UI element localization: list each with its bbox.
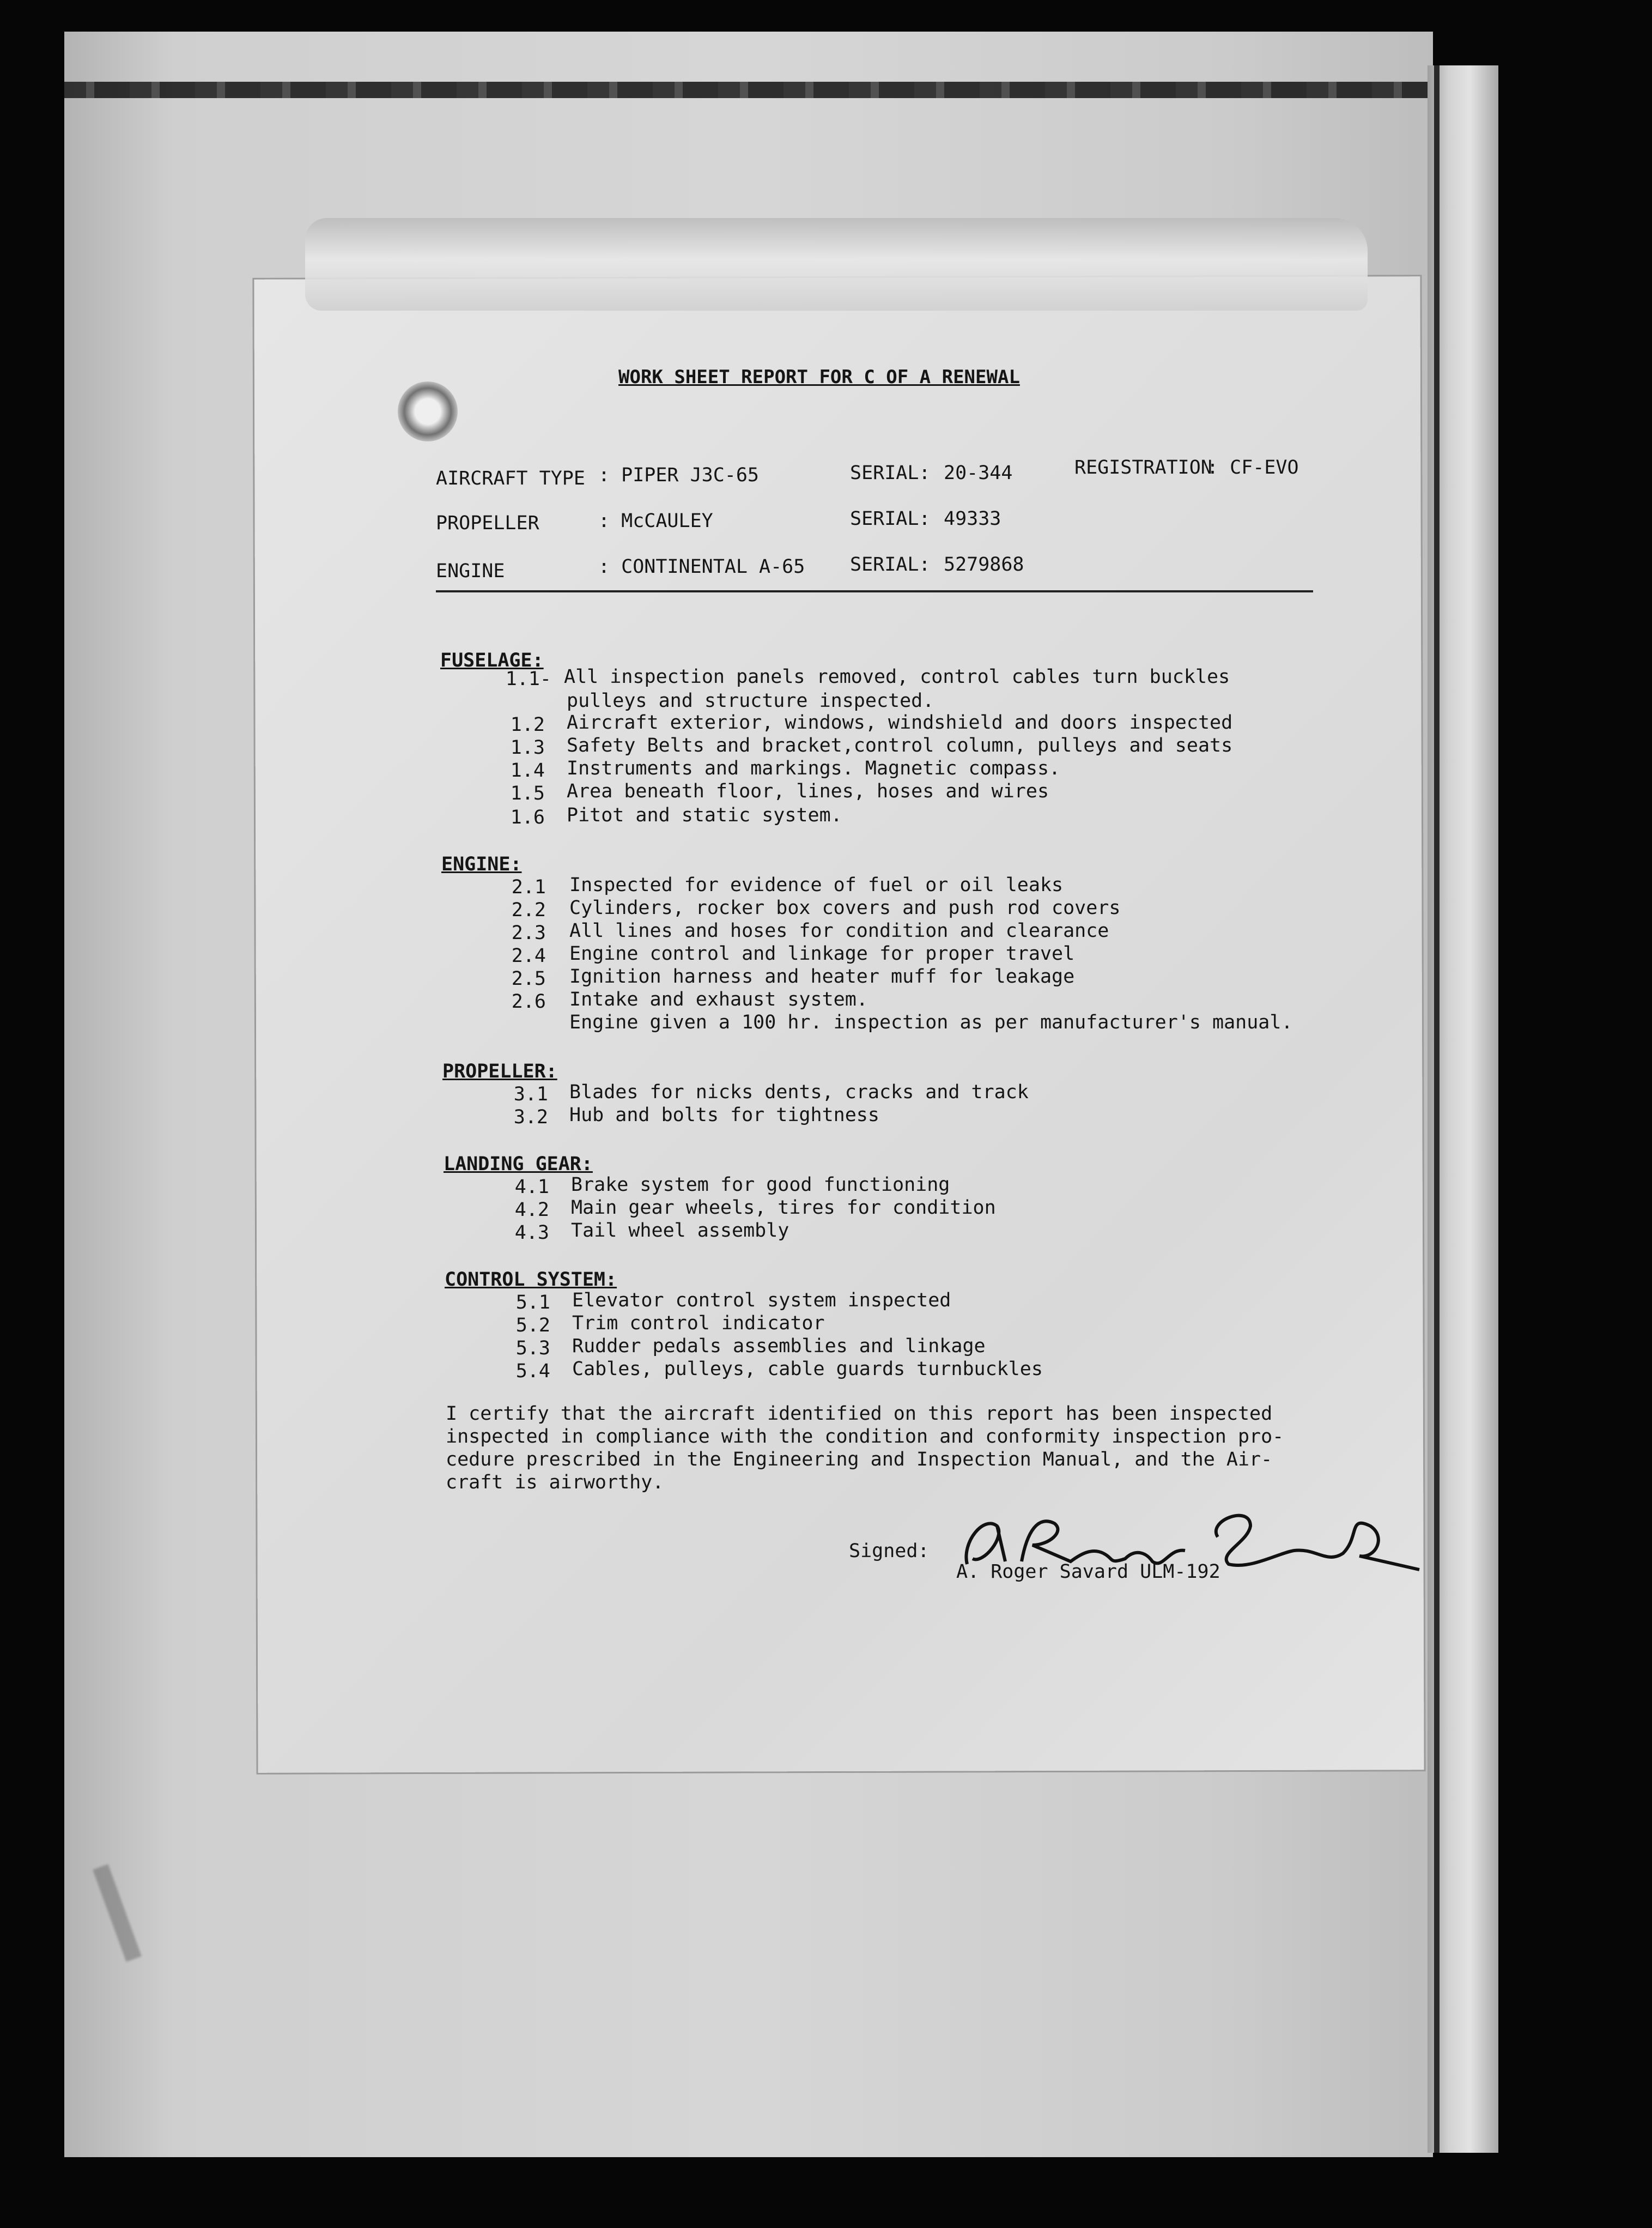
certification-line: craft is airworthy.	[446, 1472, 664, 1493]
propeller-serial-value: 49333	[944, 508, 1001, 530]
fuselage-item-num: 1.1-	[505, 668, 551, 690]
control-system-item-num: 5.1	[515, 1292, 550, 1313]
engine-item-text: Inspected for evidence of fuel or oil leaks	[569, 874, 1064, 896]
engine-item-num: 2.6	[511, 991, 546, 1013]
fuselage-heading: FUSELAGE:	[440, 650, 544, 671]
engine-item-text: Engine given a 100 hr. inspection as per manufacturer's manual.	[569, 1012, 1293, 1033]
propeller-heading: PROPELLER:	[442, 1061, 557, 1082]
control-system-item-num: 5.4	[515, 1360, 550, 1382]
propeller-item-num: 3.2	[513, 1106, 548, 1128]
engine-item-num: 2.3	[511, 922, 546, 944]
engine-item-text: Engine control and linkage for proper travel	[569, 943, 1075, 965]
engine-item-text: Ignition harness and heater muff for leakage	[569, 966, 1075, 988]
control-system-item-text: Elevator control system inspected	[572, 1289, 951, 1311]
propeller-item-text: Blades for nicks dents, cracks and track	[569, 1081, 1029, 1103]
signer-name: A. Roger Savard ULM-192	[956, 1561, 1220, 1583]
control-system-item-text: Rudder pedals assemblies and linkage	[572, 1335, 986, 1357]
fuselage-item-text: Safety Belts and bracket,control column, pulleys and seats	[567, 735, 1233, 756]
fuselage-item-text: Aircraft exterior, windows, windshield and doors inspected	[567, 712, 1233, 734]
propeller-serial-label: SERIAL:	[850, 508, 931, 530]
landing-gear-item-num: 4.2	[514, 1199, 549, 1221]
registration-value: : CF-EVO	[1207, 457, 1299, 479]
fuselage-item-text: Instruments and markings. Magnetic compass.	[567, 758, 1061, 779]
landing-gear-item-text: Main gear wheels, tires for condition	[571, 1197, 996, 1219]
aircraft-type-value: : PIPER J3C-65	[598, 464, 760, 486]
aircraft-type-label: AIRCRAFT TYPE	[436, 468, 585, 489]
engine-item-num: 2.2	[511, 899, 546, 921]
fuselage-item-num: 1.2	[510, 714, 545, 736]
aircraft-serial-value: 20-344	[944, 462, 1013, 484]
engine-item-text: Cylinders, rocker box covers and push rod covers	[569, 897, 1121, 919]
fuselage-item-text: Area beneath floor, lines, hoses and wires	[567, 780, 1049, 802]
landing-gear-item-num: 4.1	[514, 1176, 549, 1198]
engine-item-num: 2.4	[511, 945, 546, 967]
fuselage-item-text: Pitot and static system.	[567, 804, 842, 826]
fuselage-item-num: 1.4	[510, 760, 545, 782]
propeller-item-num: 3.1	[513, 1083, 548, 1105]
engine-item-num: 2.5	[511, 968, 546, 990]
certification-line: I certify that the aircraft identified on this report has been inspected	[446, 1403, 1273, 1425]
fuselage-item-num: 1.5	[510, 783, 545, 804]
certification-line: cedure prescribed in the Engineering and Inspection Manual, and the Air-	[446, 1449, 1273, 1470]
control-system-item-text: Cables, pulleys, cable guards turnbuckles	[572, 1358, 1043, 1380]
propeller-label: PROPELLER	[436, 512, 539, 534]
registration-label: REGISTRATION	[1074, 457, 1212, 479]
engine-item-text: All lines and hoses for condition and clearance	[569, 920, 1109, 942]
landing-gear-heading: LANDING GEAR:	[444, 1153, 593, 1175]
signed-label: Signed:	[849, 1540, 930, 1562]
engine-serial-value: 5279868	[944, 554, 1024, 576]
landing-gear-item-num: 4.3	[514, 1222, 549, 1244]
engine-label: ENGINE	[436, 560, 505, 582]
engine-serial-label: SERIAL:	[850, 554, 931, 576]
landing-gear-item-text: Tail wheel assembly	[571, 1220, 789, 1242]
control-system-heading: CONTROL SYSTEM:	[445, 1269, 617, 1291]
engine-item-num: 2.1	[511, 876, 546, 898]
landing-gear-item-text: Brake system for good functioning	[571, 1174, 950, 1196]
fuselage-item-text: pulleys and structure inspected.	[567, 690, 934, 712]
document-title: WORK SHEET REPORT FOR C OF A RENEWAL	[618, 366, 1020, 388]
engine-heading: ENGINE:	[441, 853, 522, 875]
engine-value: : CONTINENTAL A-65	[598, 556, 805, 578]
aircraft-serial-label: SERIAL:	[850, 462, 931, 484]
fuselage-item-num: 1.6	[510, 807, 545, 828]
certification-line: inspected in compliance with the condition and conformity inspection pro-	[446, 1426, 1284, 1448]
control-system-item-num: 5.3	[515, 1337, 550, 1359]
engine-item-text: Intake and exhaust system.	[569, 989, 868, 1010]
fuselage-item-num: 1.3	[510, 737, 545, 759]
propeller-value: : McCAULEY	[598, 510, 713, 532]
control-system-item-num: 5.2	[515, 1315, 550, 1336]
propeller-item-text: Hub and bolts for tightness	[569, 1104, 879, 1126]
fuselage-item-text: All inspection panels removed, control cables turn buckles	[564, 666, 1230, 688]
header-divider	[436, 590, 1313, 592]
control-system-item-text: Trim control indicator	[572, 1312, 825, 1334]
